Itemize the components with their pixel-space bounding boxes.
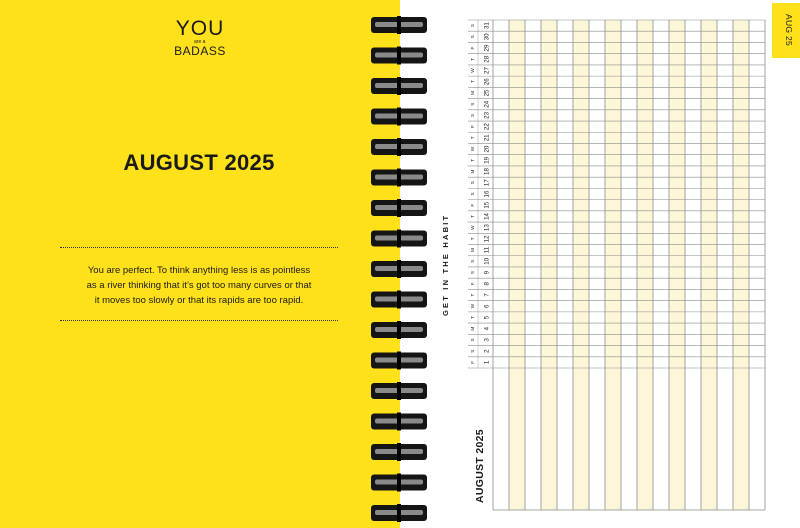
- weekday-label: F: [470, 203, 476, 207]
- grid-column-shade: [605, 20, 621, 510]
- day-number-label: 24: [483, 100, 491, 108]
- ring-clip: [397, 260, 401, 278]
- day-number-label: 5: [483, 315, 491, 320]
- spiral-ring: [371, 382, 427, 400]
- ring-clip: [397, 382, 401, 400]
- weekday-label: F: [470, 360, 476, 364]
- ring-clip: [397, 352, 401, 370]
- day-number-label: 1: [483, 360, 491, 365]
- day-number-label: 29: [483, 44, 491, 52]
- weekday-label: T: [470, 215, 476, 218]
- day-number-label: 6: [483, 304, 491, 308]
- day-number-label: 10: [483, 257, 491, 265]
- day-number-label: 17: [483, 179, 491, 187]
- day-number-label: 15: [483, 201, 491, 209]
- ring-clip: [397, 138, 401, 156]
- day-number-label: 3: [483, 338, 491, 342]
- day-number-label: 8: [483, 282, 491, 286]
- day-number-label: 11: [483, 246, 491, 254]
- ring-clip: [397, 16, 401, 34]
- day-number-label: 14: [483, 213, 491, 220]
- weekday-label: T: [470, 136, 476, 140]
- weekday-label: T: [470, 80, 476, 84]
- spiral-ring: [371, 108, 427, 126]
- grid-column-shade: [733, 20, 749, 510]
- weekday-label: T: [470, 158, 476, 162]
- weekday-label: S: [470, 24, 476, 28]
- ring-clip: [397, 291, 401, 309]
- grid-column-shade: [509, 20, 525, 510]
- spiral-ring: [371, 260, 427, 278]
- weekday-label: S: [470, 35, 476, 39]
- ring-clip: [397, 413, 401, 431]
- weekday-label: S: [470, 181, 476, 185]
- ring-clip: [397, 443, 401, 461]
- spiral-ring: [371, 504, 427, 522]
- weekday-label: W: [470, 146, 476, 152]
- day-number-label: 2: [483, 349, 491, 353]
- weekday-label: S: [470, 113, 476, 117]
- weekday-label: F: [470, 46, 476, 50]
- grid-column-shade: [669, 20, 685, 510]
- weekday-label: S: [470, 349, 476, 353]
- weekday-label: M: [470, 248, 476, 253]
- spiral-ring: [371, 199, 427, 217]
- logo-line-are-a: are a: [194, 39, 206, 45]
- spiral-ring: [371, 474, 427, 492]
- weekday-label: T: [470, 293, 476, 297]
- day-number-label: 31: [483, 22, 491, 30]
- weekday-label: S: [470, 102, 476, 106]
- spiral-ring: [371, 47, 427, 65]
- ring-clip: [397, 321, 401, 339]
- day-number-label: 21: [483, 134, 491, 142]
- day-number-label: 12: [483, 235, 491, 243]
- weekday-label: M: [470, 91, 476, 95]
- day-number-label: 18: [483, 168, 491, 175]
- spiral-ring: [371, 352, 427, 370]
- weekday-label: F: [470, 125, 476, 129]
- day-number-label: 9: [483, 270, 491, 275]
- spiral-ring: [371, 413, 427, 431]
- weekday-label: S: [470, 271, 476, 275]
- month-tab-label: AUG 25: [784, 13, 794, 47]
- grid-month-label: AUGUST 2025: [474, 429, 486, 504]
- grid-column-shade: [701, 20, 717, 510]
- day-number-label: 4: [483, 326, 491, 331]
- day-number-label: 30: [483, 33, 491, 41]
- weekday-label: T: [470, 237, 476, 241]
- spiral-binding: [370, 0, 430, 528]
- spiral-ring: [371, 321, 427, 339]
- day-number-label: 16: [483, 190, 491, 198]
- weekday-label: W: [470, 225, 476, 230]
- spiral-ring: [371, 230, 427, 248]
- weekday-label: W: [470, 304, 476, 309]
- weekday-label: M: [470, 326, 476, 331]
- quote-line: as a river thinking that it’s got too many curves or that: [86, 280, 312, 291]
- ring-clip: [397, 504, 401, 522]
- grid-column-shade: [541, 20, 557, 510]
- ring-clip: [397, 108, 401, 126]
- quote-line: it moves too slowly or that its rapids are too rapid.: [94, 295, 304, 306]
- weekday-label: M: [470, 169, 476, 174]
- ring-clip: [397, 169, 401, 187]
- weekday-label: F: [470, 282, 476, 286]
- grid-column-shade: [637, 20, 653, 510]
- ring-clip: [397, 77, 401, 95]
- habit-tracker-heading: GET IN THE HABIT: [441, 213, 450, 317]
- weekday-label: S: [470, 192, 476, 196]
- day-number-label: 7: [483, 293, 491, 297]
- day-number-label: 28: [483, 55, 491, 63]
- logo-line-you: YOU: [175, 17, 225, 40]
- day-number-label: 13: [483, 224, 491, 232]
- day-number-label: 20: [483, 145, 491, 153]
- weekday-label: S: [470, 338, 476, 342]
- quote-line: You are perfect. To think anything less is as pointless: [87, 265, 311, 276]
- day-number-label: 23: [483, 111, 491, 119]
- spiral-ring: [371, 16, 427, 34]
- ring-clip: [397, 230, 401, 248]
- spiral-ring: [371, 138, 427, 156]
- logo-line-badass: BADASS: [174, 44, 226, 58]
- month-title: AUGUST 2025: [123, 150, 275, 175]
- day-number-label: 26: [483, 78, 491, 86]
- spiral-ring: [371, 169, 427, 187]
- day-number-label: 25: [483, 89, 491, 97]
- day-number-label: 19: [483, 156, 491, 164]
- weekday-label: S: [470, 259, 476, 263]
- spiral-ring: [371, 291, 427, 309]
- ring-clip: [397, 474, 401, 492]
- ring-clip: [397, 47, 401, 65]
- day-number-label: 27: [483, 67, 491, 74]
- weekday-label: T: [470, 57, 476, 61]
- ring-clip: [397, 199, 401, 217]
- grid-column-shade: [573, 20, 589, 510]
- weekday-label: W: [470, 68, 476, 73]
- spiral-ring: [371, 77, 427, 95]
- weekday-label: T: [470, 316, 476, 319]
- spiral-ring: [371, 443, 427, 461]
- day-number-label: 22: [483, 123, 491, 131]
